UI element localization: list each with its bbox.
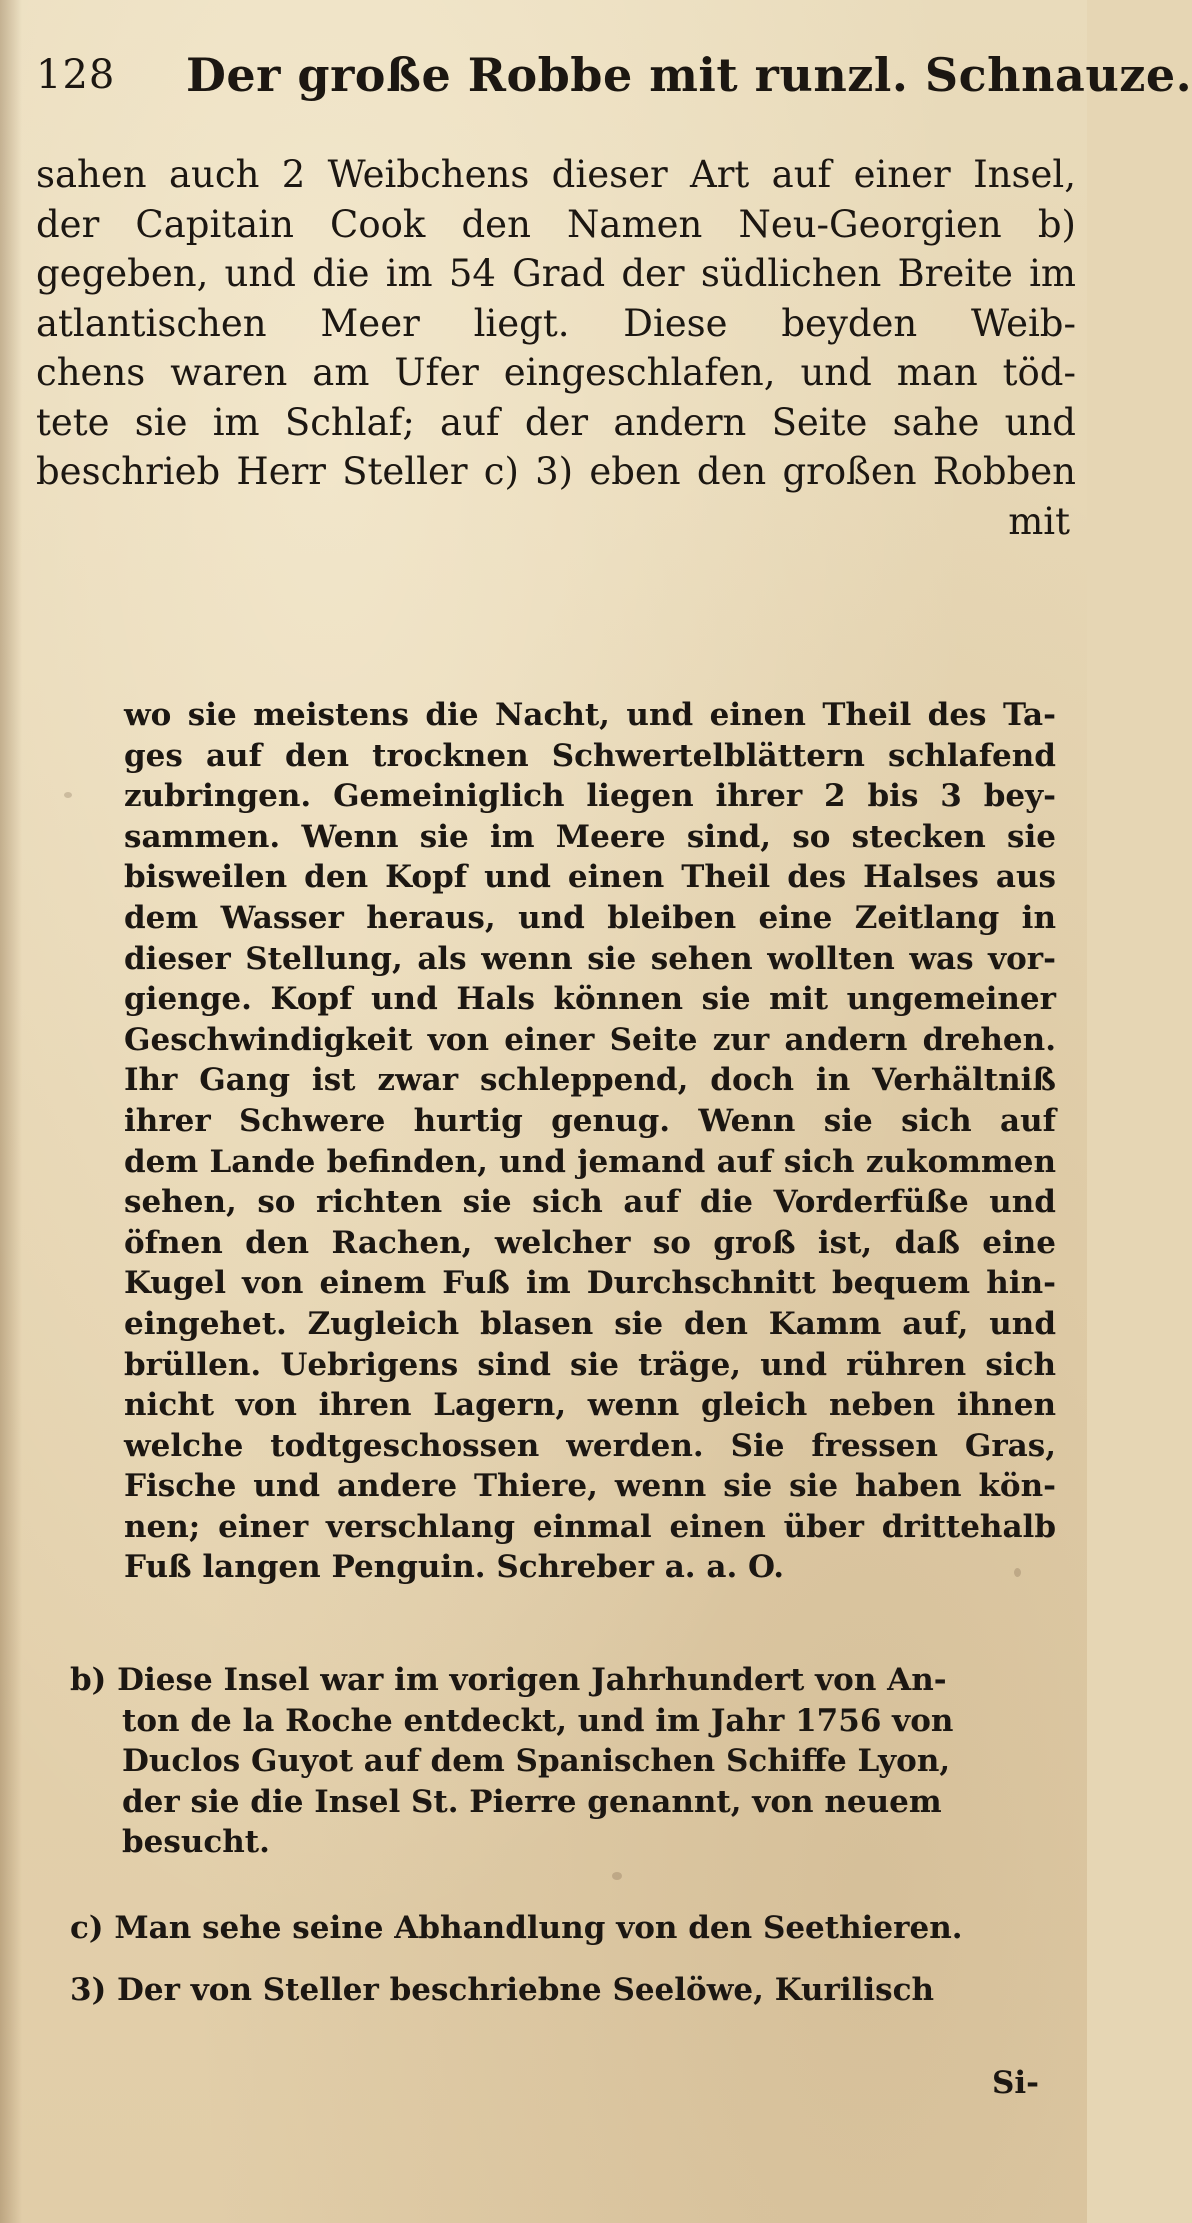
footnote-line: nicht von ihren Lagern, wenn gleich neben ihnen bbox=[124, 1387, 1056, 1424]
main-text-block bbox=[36, 150, 1076, 546]
footnote-c-line: c) Man sehe seine Abhandlung von den Seethieren. bbox=[70, 1910, 963, 1946]
page-gutter-shadow bbox=[0, 0, 22, 2223]
main-text-line: chens waren am Ufer eingeschlafen, und man töd- bbox=[36, 351, 1076, 394]
footnote-b-line: besucht. bbox=[122, 1824, 270, 1861]
footnote-line: dieser Stellung, als wenn sie sehen wollten was vor- bbox=[124, 940, 1056, 977]
main-text-line: tete sie im Schlaf; auf der andern Seite sahe und bbox=[36, 400, 1076, 444]
footnote-line: sehen, so richten sie sich auf die Vorderfüße und bbox=[124, 1184, 1056, 1221]
footnote-line: gienge. Kopf und Hals können sie mit ungemeiner bbox=[124, 981, 1056, 1018]
main-text-line: sahen auch 2 Weibchens dieser Art auf einer Insel, bbox=[36, 153, 1076, 196]
footnote-c bbox=[70, 1908, 1050, 1949]
footnote-line: öfnen den Rachen, welcher so groß ist, daß eine bbox=[124, 1224, 1056, 1261]
continued-footnote bbox=[124, 695, 1056, 1588]
main-text-line: der Capitain Cook den Namen Neu-Georgien b) bbox=[36, 202, 1076, 246]
paper-stain bbox=[612, 1872, 622, 1880]
footnote-line: brüllen. Uebrigens sind sie träge, und rühren sich bbox=[124, 1346, 1056, 1383]
footnote-line: nen; einer verschlang einmal einen über drittehalb bbox=[124, 1508, 1056, 1545]
footnote-b-line: ton de la Roche entdeckt, und im Jahr 1756 von bbox=[122, 1702, 954, 1739]
footnote-line: zubringen. Gemeiniglich liegen ihrer 2 bis 3 bey- bbox=[124, 778, 1056, 815]
main-text-line: atlantischen Meer liegt. Diese beyden Weib- bbox=[36, 301, 1076, 345]
footnote-line: welche todtgeschossen werden. Sie fressen Gras, bbox=[124, 1427, 1056, 1464]
page-header bbox=[36, 48, 1192, 118]
footnote-line: Geschwindigkeit von einer Seite zur andern drehen. bbox=[124, 1021, 1056, 1058]
catchword-bottom: Si- bbox=[991, 2065, 1039, 2101]
main-text-line: beschrieb Herr Steller c) 3) eben den großen Robben bbox=[36, 450, 1076, 493]
running-head: Der große Robbe mit runzl. Schnauze. bbox=[186, 48, 1192, 102]
footnote-line: Kugel von einem Fuß im Durchschnitt bequem hin- bbox=[124, 1265, 1056, 1302]
footnote-line: Fuß langen Penguin. Schreber a. a. O. bbox=[124, 1549, 785, 1586]
footnote-line: wo sie meistens die Nacht, und einen Theil des Ta- bbox=[124, 697, 1056, 733]
page-number: 128 bbox=[36, 52, 116, 98]
footnote-line: ihrer Schwere hurtig genug. Wenn sie sich auf bbox=[124, 1102, 1056, 1139]
footnote-line: Fische und andere Thiere, wenn sie sie haben kön- bbox=[124, 1468, 1056, 1505]
catchword: mit bbox=[1008, 499, 1070, 543]
footnote-line: dem Wasser heraus, und bleiben eine Zeitlang in bbox=[124, 899, 1056, 936]
footnote-line: dem Lande befinden, und jemand auf sich zukommen bbox=[124, 1143, 1056, 1180]
footnote-b bbox=[70, 1660, 1050, 1863]
footnote-b-first-line: b) Diese Insel war im vorigen Jahrhundert von An- bbox=[70, 1662, 947, 1698]
footnote-line: Ihr Gang ist zwar schleppend, doch in Verhältniß bbox=[124, 1062, 1056, 1099]
footnote-line: ges auf den trocknen Schwertelblättern schlafend bbox=[124, 737, 1056, 774]
footnote-line: eingehet. Zugleich blasen sie den Kamm auf, und bbox=[124, 1305, 1056, 1342]
footnote-line: sammen. Wenn sie im Meere sind, so stecken sie bbox=[124, 818, 1056, 855]
footnote-3 bbox=[70, 1970, 1050, 2011]
footnote-line: bisweilen den Kopf und einen Theil des Halses aus bbox=[124, 859, 1056, 896]
main-text-line: gegeben, und die im 54 Grad der südlichen Breite im bbox=[36, 252, 1076, 295]
footnote-b-line: der sie die Insel St. Pierre genannt, von neuem bbox=[122, 1783, 942, 1820]
paper-stain bbox=[64, 792, 72, 798]
footnote-b-line: Duclos Guyot auf dem Spanischen Schiffe Lyon, bbox=[122, 1743, 951, 1780]
footnote-3-line: 3) Der von Steller beschriebne Seelöwe, Kurilisch bbox=[70, 1972, 935, 2008]
